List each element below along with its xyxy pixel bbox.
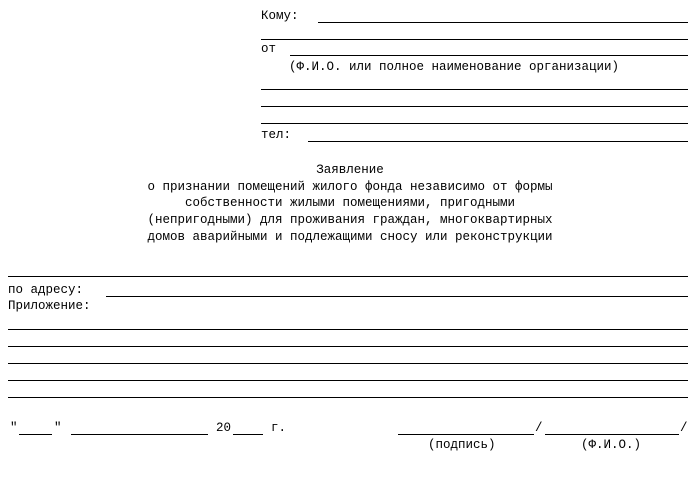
from-field-line-2[interactable] [261, 89, 688, 90]
address-label: по адресу: [8, 283, 84, 297]
name-slash-end: / [680, 421, 688, 435]
to-field-line-2[interactable] [261, 39, 688, 40]
date-quote-close: " [54, 421, 62, 435]
signature-line[interactable] [398, 434, 534, 435]
phone-field-line[interactable] [308, 141, 688, 142]
from-field-line[interactable] [290, 55, 688, 56]
date-year-suffix: г. [271, 421, 287, 435]
attachment-line-2[interactable] [8, 346, 688, 347]
date-day-line[interactable] [19, 434, 52, 435]
date-month-line[interactable] [71, 434, 208, 435]
address-field-line[interactable] [106, 296, 688, 297]
date-year-prefix: 20 [216, 421, 232, 435]
title-line-1: о признании помещений жилого фонда независимо от формы [147, 180, 553, 194]
to-field-line[interactable] [318, 22, 688, 23]
date-year-line[interactable] [233, 434, 263, 435]
document-title: Заявление [316, 163, 384, 177]
attachment-line-1[interactable] [8, 329, 688, 330]
name-hint: (Ф.И.О.) [581, 438, 642, 452]
signature-hint: (подпись) [428, 438, 496, 452]
statement-line[interactable] [8, 276, 688, 277]
title-line-4: домов аварийными и подлежащими сносу или реконструкции [147, 230, 553, 244]
to-label: Кому: [261, 9, 299, 23]
name-line[interactable] [545, 434, 679, 435]
attachment-line-4[interactable] [8, 380, 688, 381]
date-quote-open: " [10, 421, 18, 435]
signature-slash: / [535, 421, 543, 435]
from-label: от [261, 42, 277, 56]
phone-label: тел: [261, 128, 292, 142]
from-field-line-3[interactable] [261, 106, 688, 107]
attachment-label: Приложение: [8, 299, 91, 313]
title-line-3: (непригодными) для проживания граждан, многоквартирных [147, 213, 553, 227]
from-field-line-4[interactable] [261, 123, 688, 124]
from-hint: (Ф.И.О. или полное наименование организации) [289, 60, 620, 74]
attachment-line-3[interactable] [8, 363, 688, 364]
attachment-line-5[interactable] [8, 397, 688, 398]
title-line-2: собственности жилыми помещениями, пригодными [184, 196, 516, 210]
